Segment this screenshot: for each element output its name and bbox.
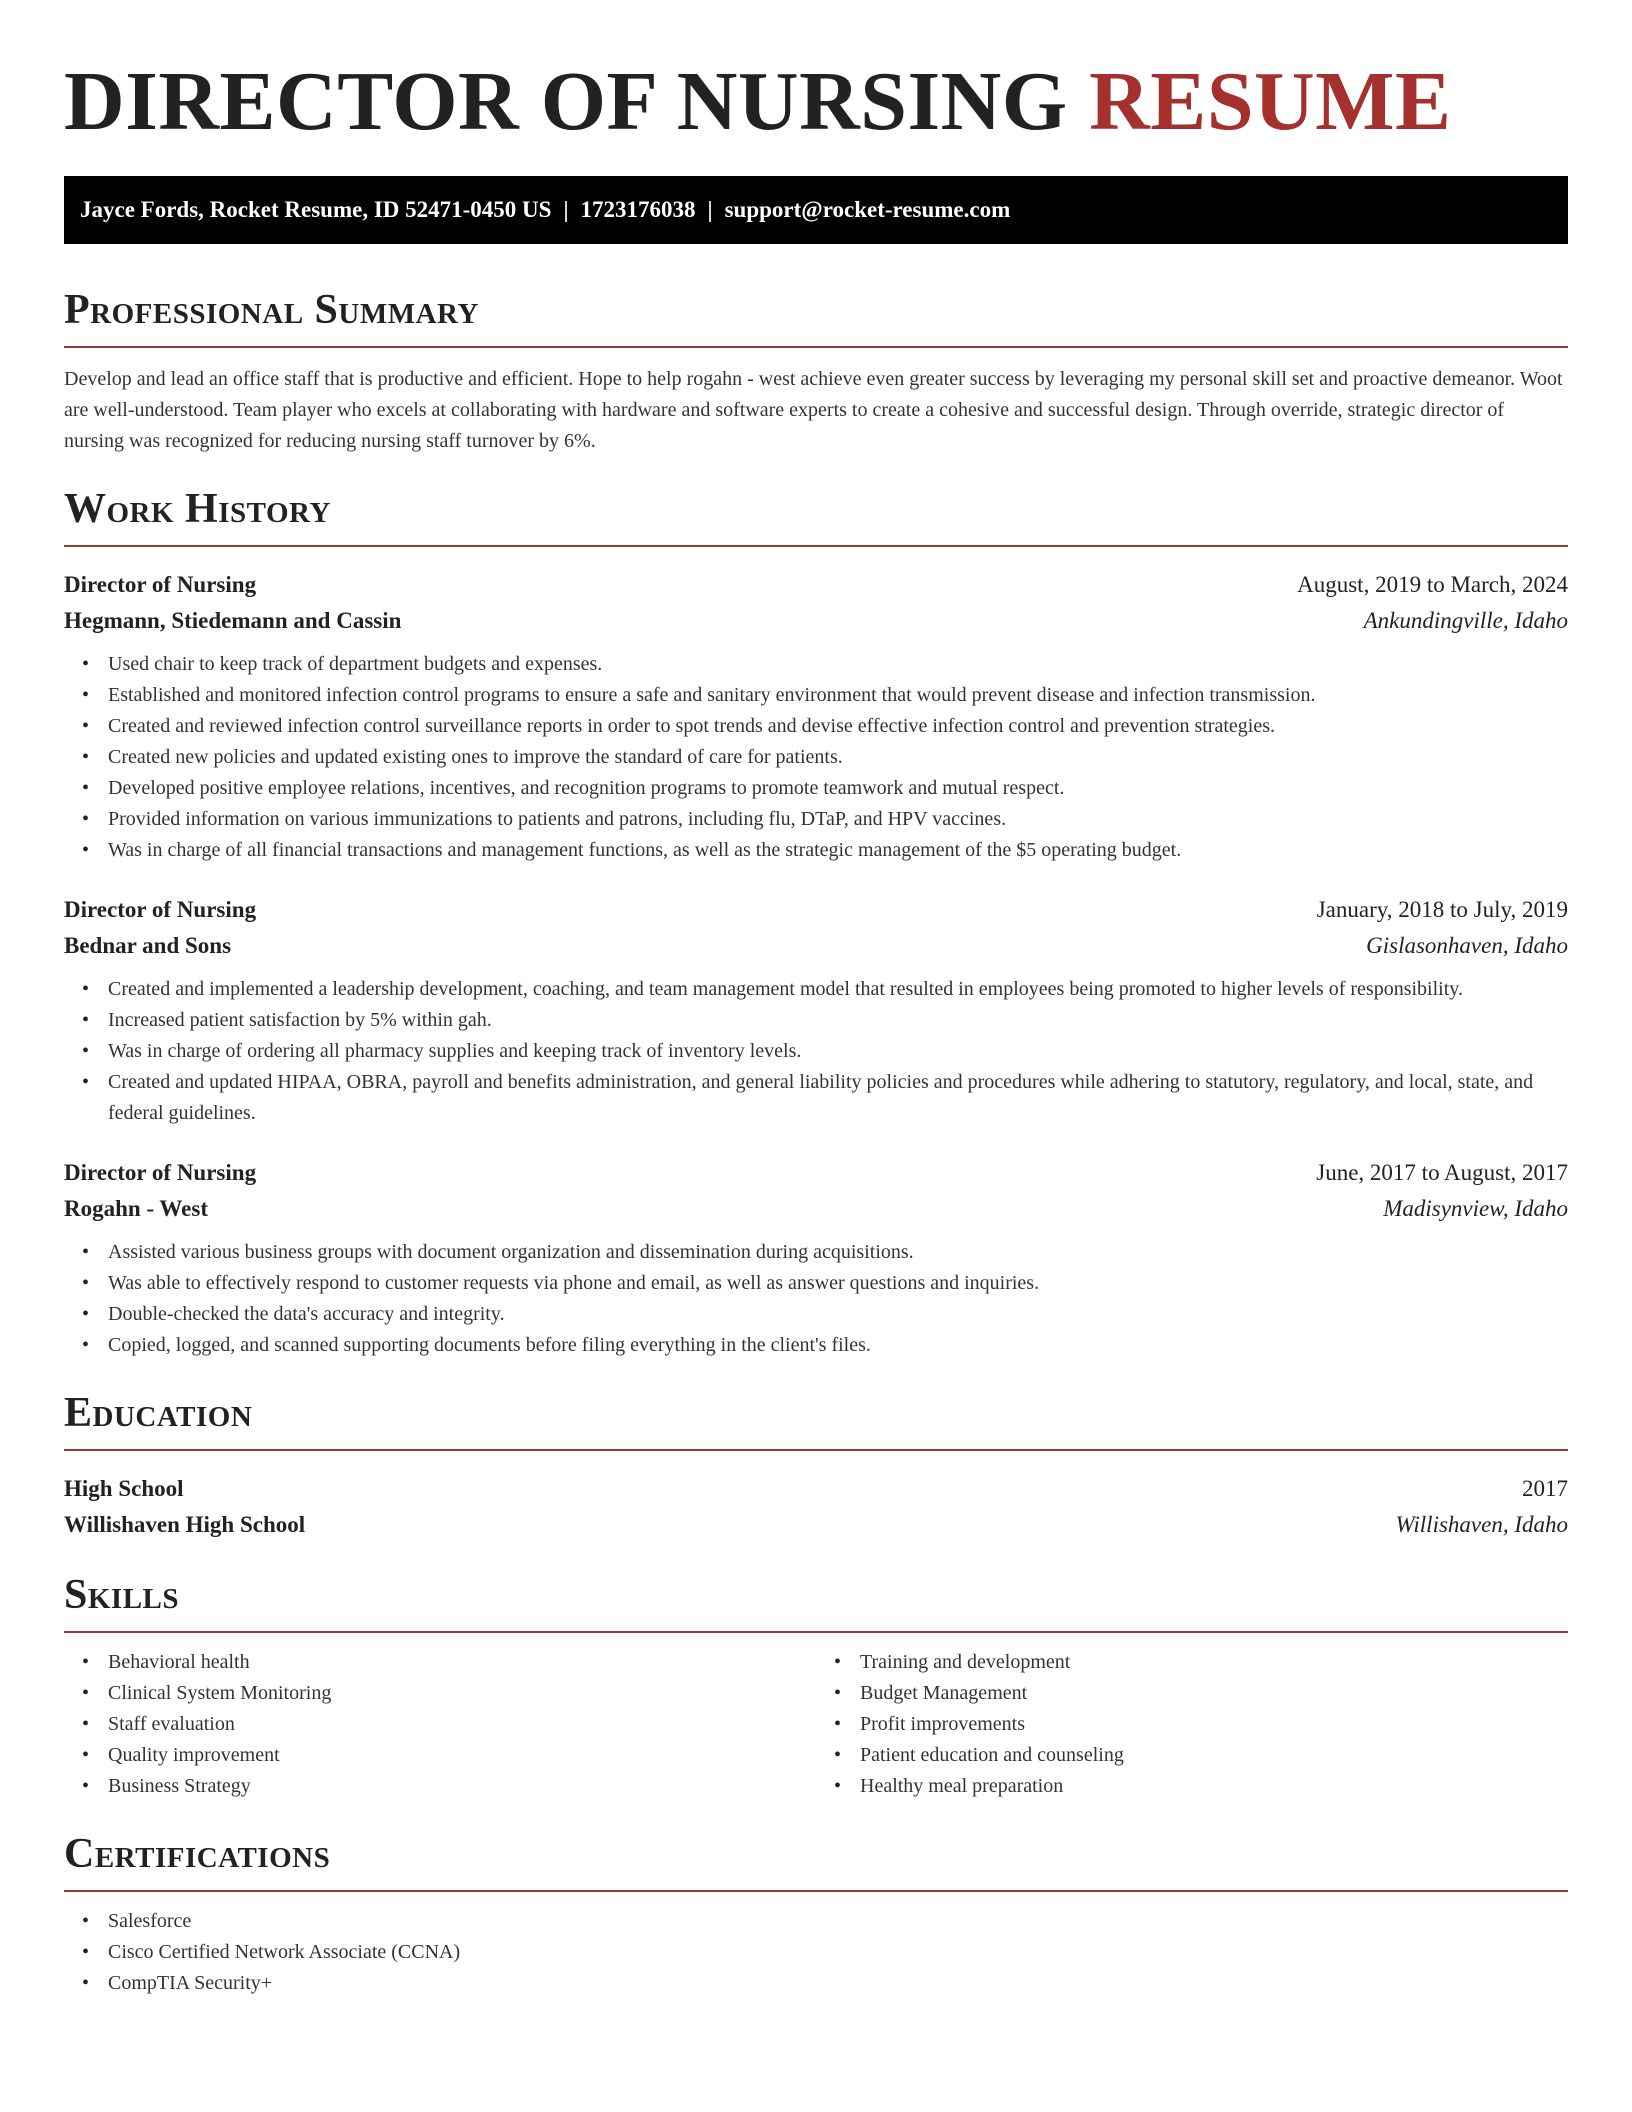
skill-item: • Healthy meal preparation: [860, 1771, 1568, 1802]
education-degree: High School: [64, 1476, 184, 1501]
job-header-row: [64, 892, 1568, 928]
skills-column-left: [64, 1647, 816, 1802]
certifications-heading: Certifications: [64, 1828, 1568, 1892]
job-title: Director of Nursing: [64, 897, 257, 922]
job-company: Bednar and Sons: [64, 933, 232, 958]
contact-separator: |: [563, 197, 569, 222]
contact-email[interactable]: support@rocket-resume.com: [724, 197, 1011, 222]
job-bullet: • Used chair to keep track of department budgets and expenses.: [108, 649, 1568, 680]
job-company-row: [64, 928, 1568, 964]
job-entry: [64, 892, 1568, 1129]
education-school-row: [64, 1507, 1568, 1543]
certifications-section: [64, 1828, 1568, 1999]
contact-separator: |: [707, 197, 713, 222]
job-header-row: [64, 567, 1568, 603]
job-location: Madisynview, Idaho: [1383, 1196, 1568, 1221]
title-main: DIRECTOR OF NURSING: [64, 55, 1068, 148]
job-title: Director of Nursing: [64, 572, 257, 597]
job-company: Hegmann, Stiedemann and Cassin: [64, 608, 402, 633]
skills-section: [64, 1569, 1568, 1802]
job-bullet: • Created and updated HIPAA, OBRA, payroll and benefits administration, and general liability policies and procedures while adhering to statutory, regulatory, and local, state, and federal guidelines.: [108, 1067, 1568, 1129]
summary-text: Develop and lead an office staff that is productive and efficient. Hope to help rogahn - west achieve even greater success by leveraging my personal skill set and proactive demeanor. Woot are well-understood. Team player who excels at collaborating with hardware and software experts to create a cohesive and successful design. Through override, strategic director of nursing was recognized for reducing nursing staff turnover by 6%.: [64, 368, 1563, 452]
job-dates: January, 2018 to July, 2019: [1316, 897, 1568, 922]
job-dates: August, 2019 to March, 2024: [1297, 572, 1568, 597]
job-location: Ankundingville, Idaho: [1363, 608, 1568, 633]
contact-address: Jayce Fords, Rocket Resume, ID 52471-0450 US: [80, 197, 552, 222]
education-entry: [64, 1471, 1568, 1543]
education-section: [64, 1387, 1568, 1543]
job-header-row: [64, 1155, 1568, 1191]
job-bullets: [64, 974, 1568, 1129]
skills-list: [816, 1647, 1568, 1802]
job-bullets: [64, 1237, 1568, 1361]
job-bullet: • Was able to effectively respond to customer requests via phone and email, as well as answer questions and inquiries.: [108, 1268, 1568, 1299]
contact-phone: 1723176038: [580, 197, 696, 222]
skill-item: • Quality improvement: [108, 1740, 816, 1771]
job-dates: June, 2017 to August, 2017: [1316, 1160, 1568, 1185]
skill-item: • Profit improvements: [860, 1709, 1568, 1740]
education-location: Willishaven, Idaho: [1395, 1512, 1568, 1537]
contact-bar: [64, 176, 1568, 244]
education-degree-row: [64, 1471, 1568, 1507]
job-bullet: • Double-checked the data's accuracy and integrity.: [108, 1299, 1568, 1330]
job-bullet: • Created new policies and updated existing ones to improve the standard of care for patients.: [108, 742, 1568, 773]
certification-item: • CompTIA Security+: [108, 1968, 1568, 1999]
certification-item: • Cisco Certified Network Associate (CCNA): [108, 1937, 1568, 1968]
job-company-row: [64, 603, 1568, 639]
job-bullet: • Developed positive employee relations, incentives, and recognition programs to promote teamwork and mutual respect.: [108, 773, 1568, 804]
job-entry: [64, 567, 1568, 866]
skills-list: [64, 1647, 816, 1802]
skill-item: • Patient education and counseling: [860, 1740, 1568, 1771]
job-company: Rogahn - West: [64, 1196, 208, 1221]
job-company-row: [64, 1191, 1568, 1227]
job-bullet: • Increased patient satisfaction by 5% within gah.: [108, 1005, 1568, 1036]
job-bullet: • Created and implemented a leadership development, coaching, and team management model that resulted in employees being promoted to higher levels of responsibility.: [108, 974, 1568, 1005]
work-history-section: [64, 483, 1568, 1361]
skill-item: • Business Strategy: [108, 1771, 816, 1802]
skill-item: • Budget Management: [860, 1678, 1568, 1709]
skills-column-right: [816, 1647, 1568, 1802]
certification-item: • Salesforce: [108, 1906, 1568, 1937]
skill-item: • Behavioral health: [108, 1647, 816, 1678]
job-bullet: • Assisted various business groups with document organization and dissemination during acquisitions.: [108, 1237, 1568, 1268]
education-heading: Education: [64, 1387, 1568, 1451]
job-bullet: • Was in charge of ordering all pharmacy supplies and keeping track of inventory levels.: [108, 1036, 1568, 1067]
education-school: Willishaven High School: [64, 1512, 306, 1537]
job-bullet: • Was in charge of all financial transactions and management functions, as well as the strategic management of the $5 operating budget.: [108, 835, 1568, 866]
education-year: 2017: [1522, 1476, 1568, 1501]
job-bullet: • Created and reviewed infection control surveillance reports in order to spot trends and devise effective infection control and prevention strategies.: [108, 711, 1568, 742]
job-entry: [64, 1155, 1568, 1361]
skill-item: • Training and development: [860, 1647, 1568, 1678]
job-bullet: • Established and monitored infection control programs to ensure a safe and sanitary environment that would prevent disease and infection transmission.: [108, 680, 1568, 711]
skill-item: • Clinical System Monitoring: [108, 1678, 816, 1709]
job-bullet: • Copied, logged, and scanned supporting documents before filing everything in the client's files.: [108, 1330, 1568, 1361]
work-history-heading: Work History: [64, 483, 1568, 547]
skills-grid: [64, 1647, 1568, 1802]
certifications-list: [64, 1906, 1568, 1999]
job-title: Director of Nursing: [64, 1160, 257, 1185]
resume-title: [64, 50, 1568, 154]
job-bullet: • Provided information on various immunizations to patients and patrons, including flu, DTaP, and HPV vaccines.: [108, 804, 1568, 835]
title-accent: RESUME: [1089, 55, 1452, 148]
job-location: Gislasonhaven, Idaho: [1366, 933, 1568, 958]
summary-heading: Professional Summary: [64, 284, 1568, 348]
skill-item: • Staff evaluation: [108, 1709, 816, 1740]
skills-heading: Skills: [64, 1569, 1568, 1633]
job-bullets: [64, 649, 1568, 866]
